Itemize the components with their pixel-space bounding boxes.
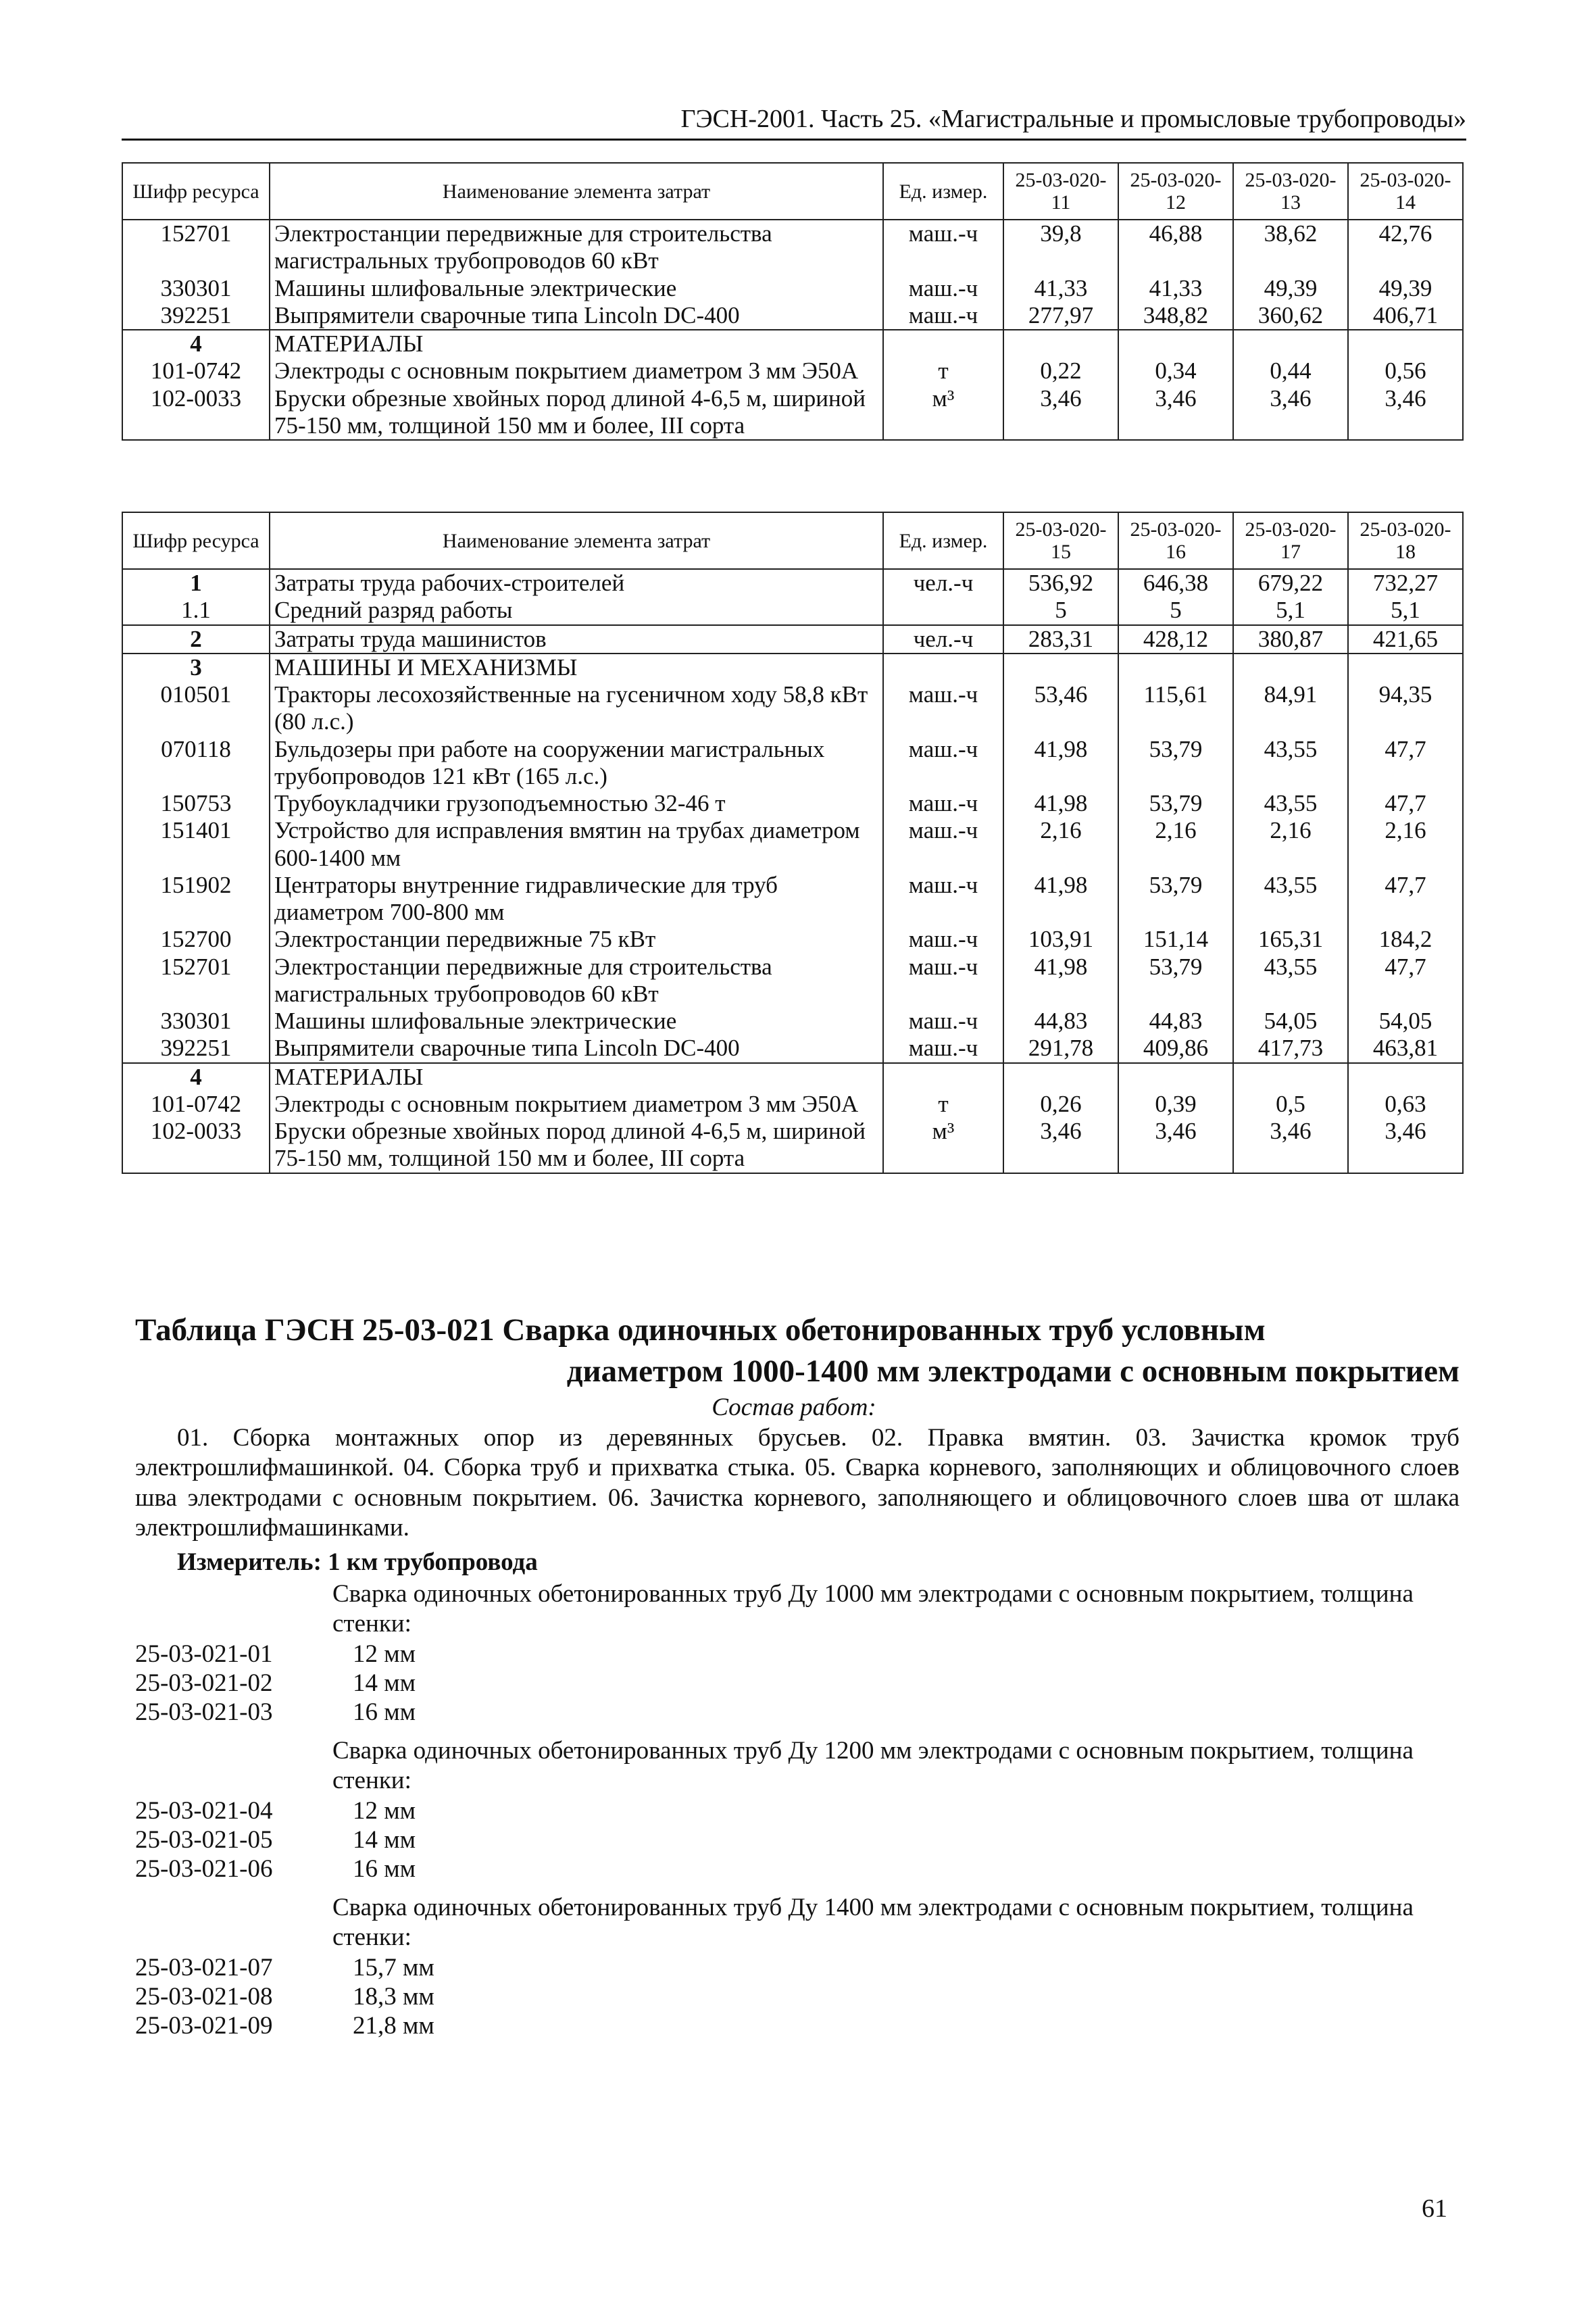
- cell-unit: т: [883, 358, 1003, 385]
- cell-value: 41,98: [1003, 736, 1118, 791]
- cell-value: 41,98: [1003, 790, 1118, 817]
- cell-value: 536,92: [1003, 569, 1118, 597]
- cell-unit: маш.-ч: [883, 1035, 1003, 1062]
- variant-value: 12 мм: [353, 1797, 416, 1825]
- cell-value: 43,55: [1233, 954, 1348, 1008]
- cell-value: 0,26: [1003, 1091, 1118, 1118]
- cell-name: МАТЕРИАЛЫ: [270, 330, 883, 358]
- cell-code: 101-0742: [122, 1091, 270, 1118]
- variant-value: 14 мм: [353, 1669, 416, 1697]
- resource-table-2: [122, 512, 1464, 1174]
- table-row: [122, 1035, 1463, 1062]
- cell-value: [1003, 1063, 1118, 1091]
- header-unit: Ед. измер.: [883, 512, 1003, 569]
- table-row: [122, 385, 1463, 441]
- variant-code: 25-03-021-03: [135, 1698, 273, 1726]
- table-row: [122, 790, 1463, 817]
- cell-code: 330301: [122, 275, 270, 302]
- cell-value: 5: [1003, 597, 1118, 624]
- header-col: 25-03-020-11: [1003, 163, 1118, 220]
- variant-value: 16 мм: [353, 1855, 416, 1883]
- cell-value: 380,87: [1233, 625, 1348, 654]
- variant-item: [135, 1826, 416, 1855]
- cell-name: Машины шлифовальные электрические: [270, 275, 883, 302]
- work-composition-heading: Состав работ:: [712, 1394, 876, 1421]
- table-row: [122, 926, 1463, 953]
- cell-value: 0,5: [1233, 1091, 1348, 1118]
- cell-value: 0,44: [1233, 358, 1348, 385]
- section-title-line-1: Таблица ГЭСН 25-03-021 Сварка одиночных обетонированных труб условным: [135, 1312, 1266, 1348]
- page-number: 61: [1422, 2194, 1447, 2223]
- header-code: Шифр ресурса: [122, 163, 270, 220]
- cell-unit: маш.-ч: [883, 817, 1003, 872]
- cell-unit: маш.-ч: [883, 220, 1003, 275]
- cell-value: 3,46: [1003, 385, 1118, 441]
- table-row: [122, 275, 1463, 302]
- header-code: Шифр ресурса: [122, 512, 270, 569]
- cell-value: 5,1: [1348, 597, 1463, 624]
- cell-value: 53,46: [1003, 681, 1118, 736]
- work-composition-text: 01. Сборка монтажных опор из деревянных брусьев. 02. Правка вмятин. 03. Зачистка кромок труб электрошлифмашинкой. 04. Сборка труб и прихватка стыка. 05. Сварка корневого, заполняющих и облицовочного слоев шва электродами с основным покрытием. 06. Зачистка корневого, заполняющего и облицовочного слоев шва от шлака электрошлифмашинками.: [135, 1424, 1460, 1542]
- cell-name: Электроды с основным покрытием диаметром 3 мм Э50А: [270, 1091, 883, 1118]
- cell-value: 43,55: [1233, 790, 1348, 817]
- cell-value: 151,14: [1118, 926, 1233, 953]
- cell-value: 54,05: [1233, 1008, 1348, 1035]
- header-col: 25-03-020-13: [1233, 163, 1348, 220]
- cell-value: 115,61: [1118, 681, 1233, 736]
- variant-group-desc: Сварка одиночных обетонированных труб Ду 1000 мм электродами с основным покрытием, толщина стенки:: [332, 1580, 1414, 1638]
- cell-name: Бруски обрезные хвойных пород длиной 4-6,5 м, шириной 75-150 мм, толщиной 150 мм и более, III сорта: [270, 385, 883, 441]
- cell-value: 3,46: [1233, 385, 1348, 441]
- cell-value: 679,22: [1233, 569, 1348, 597]
- cell-value: 43,55: [1233, 872, 1348, 927]
- cell-value: 5: [1118, 597, 1233, 624]
- cell-value: 2,16: [1348, 817, 1463, 872]
- cell-value: [1003, 330, 1118, 358]
- variant-code: 25-03-021-06: [135, 1855, 273, 1883]
- header-col: 25-03-020-15: [1003, 512, 1118, 569]
- section-title: [135, 1310, 1460, 1392]
- header-unit: Ед. измер.: [883, 163, 1003, 220]
- cell-value: 47,7: [1348, 790, 1463, 817]
- table-row: [122, 358, 1463, 385]
- table-row: [122, 1091, 1463, 1118]
- cell-value: [1118, 654, 1233, 681]
- running-header: ГЭСН-2001. Часть 25. «Магистральные и промысловые трубопроводы»: [122, 105, 1466, 141]
- table-row: [122, 654, 1463, 681]
- cell-value: [1348, 654, 1463, 681]
- cell-value: 53,79: [1118, 790, 1233, 817]
- cell-name: Трубоукладчики грузоподъемностью 32-46 т: [270, 790, 883, 817]
- cell-code: 152701: [122, 954, 270, 1008]
- variant-item: [135, 1983, 434, 2012]
- cell-value: 84,91: [1233, 681, 1348, 736]
- cell-code: 4: [122, 1063, 270, 1091]
- cell-unit: маш.-ч: [883, 275, 1003, 302]
- cell-value: 47,7: [1348, 954, 1463, 1008]
- cell-value: 291,78: [1003, 1035, 1118, 1062]
- cell-value: 46,88: [1118, 220, 1233, 275]
- cell-code: 102-0033: [122, 385, 270, 441]
- cell-value: 41,33: [1118, 275, 1233, 302]
- cell-unit: маш.-ч: [883, 790, 1003, 817]
- cell-value: 3,46: [1118, 1118, 1233, 1173]
- header-name: Наименование элемента затрат: [270, 163, 883, 220]
- cell-value: 103,91: [1003, 926, 1118, 953]
- cell-value: 3,46: [1233, 1118, 1348, 1173]
- variant-item: [135, 1855, 416, 1884]
- table-row: [122, 625, 1463, 654]
- cell-name: Затраты труда машинистов: [270, 625, 883, 654]
- cell-name: Электроды с основным покрытием диаметром 3 мм Э50А: [270, 358, 883, 385]
- cell-value: 2,16: [1003, 817, 1118, 872]
- cell-code: 330301: [122, 1008, 270, 1035]
- header-name: Наименование элемента затрат: [270, 512, 883, 569]
- cell-value: 0,56: [1348, 358, 1463, 385]
- cell-value: 43,55: [1233, 736, 1348, 791]
- cell-unit: маш.-ч: [883, 736, 1003, 791]
- cell-code: 150753: [122, 790, 270, 817]
- cell-value: 41,98: [1003, 954, 1118, 1008]
- cell-value: 47,7: [1348, 872, 1463, 927]
- cell-unit: маш.-ч: [883, 681, 1003, 736]
- cell-value: 44,83: [1003, 1008, 1118, 1035]
- table-row: [122, 302, 1463, 330]
- table-row: [122, 681, 1463, 736]
- variant-item: [135, 1669, 416, 1698]
- cell-value: 0,63: [1348, 1091, 1463, 1118]
- cell-value: 463,81: [1348, 1035, 1463, 1062]
- cell-value: 49,39: [1233, 275, 1348, 302]
- cell-name: Выпрямители сварочные типа Lincoln DC-400: [270, 1035, 883, 1062]
- cell-code: 152701: [122, 220, 270, 275]
- cell-name: Центраторы внутренние гидравлические для труб диаметром 700-800 мм: [270, 872, 883, 927]
- cell-code: 151902: [122, 872, 270, 927]
- cell-name: Тракторы лесохозяйственные на гусеничном ходу 58,8 кВт (80 л.с.): [270, 681, 883, 736]
- variant-value: 18,3 мм: [353, 1983, 434, 2011]
- cell-value: 417,73: [1233, 1035, 1348, 1062]
- cell-code: 3: [122, 654, 270, 681]
- cell-name: МАТЕРИАЛЫ: [270, 1063, 883, 1091]
- cell-value: 41,33: [1003, 275, 1118, 302]
- cell-unit: маш.-ч: [883, 1008, 1003, 1035]
- variant-value: 14 мм: [353, 1826, 416, 1854]
- cell-value: 421,65: [1348, 625, 1463, 654]
- header-col: 25-03-020-12: [1118, 163, 1233, 220]
- cell-code: 4: [122, 330, 270, 358]
- variant-code: 25-03-021-05: [135, 1826, 273, 1854]
- cell-value: 406,71: [1348, 302, 1463, 330]
- cell-value: 3,46: [1348, 385, 1463, 441]
- cell-name: Затраты труда рабочих-строителей: [270, 569, 883, 597]
- cell-value: [1003, 654, 1118, 681]
- cell-name: Электростанции передвижные для строительства магистральных трубопроводов 60 кВт: [270, 954, 883, 1008]
- cell-name: МАШИНЫ И МЕХАНИЗМЫ: [270, 654, 883, 681]
- measurement-unit: Измеритель: 1 км трубопровода: [177, 1548, 538, 1576]
- cell-unit: чел.-ч: [883, 625, 1003, 654]
- cell-value: 44,83: [1118, 1008, 1233, 1035]
- cell-unit: [883, 597, 1003, 624]
- cell-code: 010501: [122, 681, 270, 736]
- header-col: 25-03-020-16: [1118, 512, 1233, 569]
- cell-unit: м³: [883, 1118, 1003, 1173]
- cell-value: [1348, 1063, 1463, 1091]
- cell-unit: маш.-ч: [883, 302, 1003, 330]
- cell-name: Выпрямители сварочные типа Lincoln DC-400: [270, 302, 883, 330]
- variant-group-desc: Сварка одиночных обетонированных труб Ду 1400 мм электродами с основным покрытием, толщина стенки:: [332, 1894, 1414, 1952]
- cell-value: 3,46: [1118, 385, 1233, 441]
- variant-code: 25-03-021-02: [135, 1669, 273, 1697]
- cell-value: 348,82: [1118, 302, 1233, 330]
- table-header-row: [122, 512, 1463, 569]
- variant-value: 15,7 мм: [353, 1954, 434, 1981]
- cell-unit: маш.-ч: [883, 926, 1003, 953]
- variant-code: 25-03-021-07: [135, 1954, 273, 1981]
- cell-code: 102-0033: [122, 1118, 270, 1173]
- cell-value: 165,31: [1233, 926, 1348, 953]
- cell-value: [1233, 1063, 1348, 1091]
- header-col: 25-03-020-18: [1348, 512, 1463, 569]
- cell-name: Бульдозеры при работе на сооружении магистральных трубопроводов 121 кВт (165 л.с.): [270, 736, 883, 791]
- table-row: [122, 872, 1463, 927]
- cell-unit: чел.-ч: [883, 569, 1003, 597]
- variant-item: [135, 1954, 434, 1983]
- variant-item: [135, 1640, 416, 1669]
- cell-value: 184,2: [1348, 926, 1463, 953]
- section-title-line-2: диаметром 1000-1400 мм электродами с основным покрытием: [566, 1354, 1460, 1389]
- cell-value: 0,34: [1118, 358, 1233, 385]
- cell-value: 277,97: [1003, 302, 1118, 330]
- cell-value: [1233, 330, 1348, 358]
- cell-value: 409,86: [1118, 1035, 1233, 1062]
- cell-value: 2,16: [1118, 817, 1233, 872]
- header-col: 25-03-020-17: [1233, 512, 1348, 569]
- table-header-row: [122, 163, 1463, 220]
- variant-value: 21,8 мм: [353, 2012, 434, 2040]
- cell-value: 42,76: [1348, 220, 1463, 275]
- table-row: [122, 954, 1463, 1008]
- cell-value: 53,79: [1118, 954, 1233, 1008]
- cell-value: 0,39: [1118, 1091, 1233, 1118]
- variant-item: [135, 1797, 416, 1826]
- cell-value: 38,62: [1233, 220, 1348, 275]
- variant-item: [135, 2012, 434, 2041]
- cell-value: 283,31: [1003, 625, 1118, 654]
- table-row: [122, 736, 1463, 791]
- cell-code: 1.1: [122, 597, 270, 624]
- variant-code: 25-03-021-04: [135, 1797, 273, 1825]
- cell-value: [1348, 330, 1463, 358]
- cell-name: Электростанции передвижные для строительства магистральных трубопроводов 60 кВт: [270, 220, 883, 275]
- cell-code: 1: [122, 569, 270, 597]
- cell-value: 39,8: [1003, 220, 1118, 275]
- cell-value: 646,38: [1118, 569, 1233, 597]
- header-col: 25-03-020-14: [1348, 163, 1463, 220]
- cell-unit: м³: [883, 385, 1003, 441]
- cell-value: 53,79: [1118, 736, 1233, 791]
- cell-name: Средний разряд работы: [270, 597, 883, 624]
- table-row: [122, 220, 1463, 275]
- cell-value: 47,7: [1348, 736, 1463, 791]
- cell-code: 392251: [122, 302, 270, 330]
- table-row: [122, 1063, 1463, 1091]
- cell-name: Бруски обрезные хвойных пород длиной 4-6,5 м, шириной 75-150 мм, толщиной 150 мм и более, III сорта: [270, 1118, 883, 1173]
- cell-value: 3,46: [1003, 1118, 1118, 1173]
- cell-code: 152700: [122, 926, 270, 953]
- cell-value: 2,16: [1233, 817, 1348, 872]
- cell-unit: маш.-ч: [883, 954, 1003, 1008]
- cell-unit: [883, 1063, 1003, 1091]
- cell-value: 732,27: [1348, 569, 1463, 597]
- cell-unit: [883, 654, 1003, 681]
- cell-value: 428,12: [1118, 625, 1233, 654]
- variant-code: 25-03-021-08: [135, 1983, 273, 2011]
- cell-value: [1118, 1063, 1233, 1091]
- table-row: [122, 569, 1463, 597]
- cell-value: 94,35: [1348, 681, 1463, 736]
- variant-item: [135, 1698, 416, 1727]
- variant-value: 12 мм: [353, 1640, 416, 1668]
- cell-name: Устройство для исправления вмятин на трубах диаметром 600-1400 мм: [270, 817, 883, 872]
- cell-unit: маш.-ч: [883, 872, 1003, 927]
- table-row: [122, 330, 1463, 358]
- variant-code: 25-03-021-09: [135, 2012, 273, 2040]
- cell-value: [1118, 330, 1233, 358]
- cell-unit: [883, 330, 1003, 358]
- cell-value: 0,22: [1003, 358, 1118, 385]
- table-row: [122, 1118, 1463, 1173]
- cell-value: 49,39: [1348, 275, 1463, 302]
- cell-code: 2: [122, 625, 270, 654]
- cell-code: 151401: [122, 817, 270, 872]
- table-row: [122, 1008, 1463, 1035]
- cell-value: 54,05: [1348, 1008, 1463, 1035]
- cell-name: Машины шлифовальные электрические: [270, 1008, 883, 1035]
- cell-code: 070118: [122, 736, 270, 791]
- table-row: [122, 817, 1463, 872]
- variant-group-desc: Сварка одиночных обетонированных труб Ду 1200 мм электродами с основным покрытием, толщина стенки:: [332, 1737, 1414, 1795]
- cell-code: 392251: [122, 1035, 270, 1062]
- cell-value: 53,79: [1118, 872, 1233, 927]
- cell-value: [1233, 654, 1348, 681]
- cell-unit: т: [883, 1091, 1003, 1118]
- table-row: [122, 597, 1463, 624]
- variant-value: 16 мм: [353, 1698, 416, 1726]
- cell-value: 3,46: [1348, 1118, 1463, 1173]
- cell-value: 41,98: [1003, 872, 1118, 927]
- cell-name: Электростанции передвижные 75 кВт: [270, 926, 883, 953]
- cell-code: 101-0742: [122, 358, 270, 385]
- variant-code: 25-03-021-01: [135, 1640, 273, 1668]
- cell-value: 5,1: [1233, 597, 1348, 624]
- cell-value: 360,62: [1233, 302, 1348, 330]
- resource-table-1: [122, 162, 1464, 441]
